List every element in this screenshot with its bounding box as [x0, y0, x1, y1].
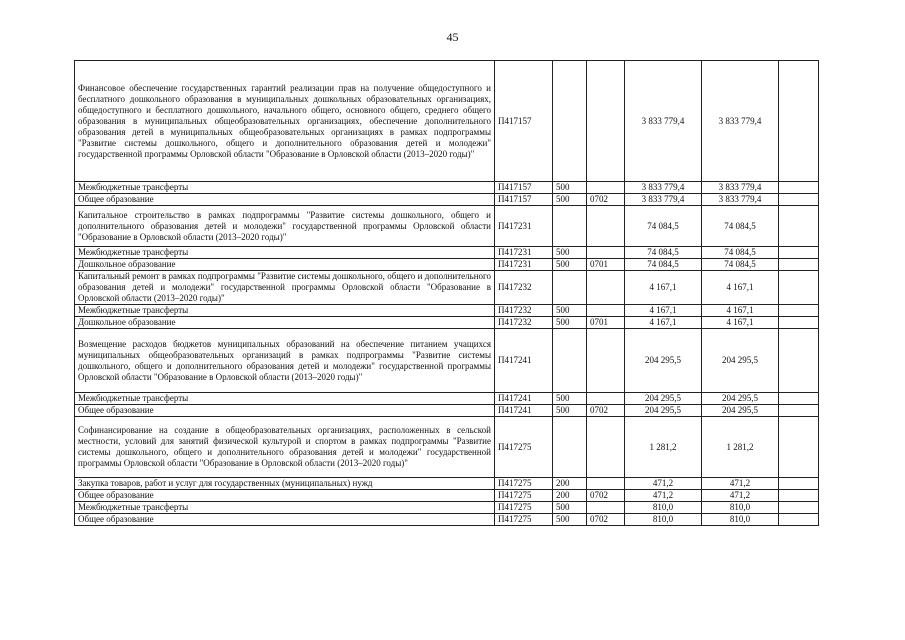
cell-expense-type	[553, 329, 587, 393]
cell-code: П417241	[495, 393, 553, 405]
cell-extra	[779, 305, 819, 317]
cell-expense-type: 500	[553, 247, 587, 259]
cell-code: П417275	[495, 417, 553, 478]
table-row	[75, 305, 819, 317]
cell-section: 0702	[587, 194, 625, 206]
cell-amount-2: 1 281,2	[702, 417, 779, 478]
cell-amount-2: 74 084,5	[702, 259, 779, 271]
cell-extra	[779, 417, 819, 478]
cell-name: Финансовое обеспечение государственных гарантий реализации прав на получение общедоступного и бесплатного дошкольного образования в муниципальных дошкольных образовательных организациях, общедоступного и бесплатного дошкольного, начального общего, основного общего, среднего общего образования в муниципальных общеобразовательных организациях, обеспечение дополнительного образования детей в муниципальных общеобразовательных организациях в рамках подпрограммы "Развитие системы дошкольного, общего и дополнительного образования детей и молодежи" государственной программы Орловской области "Образование в Орловской области (2013–2020 годы)"	[75, 61, 495, 182]
cell-expense-type: 500	[553, 305, 587, 317]
cell-amount-1: 204 295,5	[625, 393, 702, 405]
cell-extra	[779, 405, 819, 417]
cell-name: Межбюджетные трансферты	[75, 393, 495, 405]
page-number: 45	[446, 30, 459, 44]
cell-amount-2: 204 295,5	[702, 405, 779, 417]
cell-section: 0701	[587, 259, 625, 271]
table-row	[75, 329, 819, 393]
cell-expense-type	[553, 61, 587, 182]
cell-code: П417241	[495, 329, 553, 393]
cell-name: Межбюджетные трансферты	[75, 247, 495, 259]
cell-amount-1: 204 295,5	[625, 405, 702, 417]
cell-name: Дошкольное образование	[75, 317, 495, 329]
cell-section: 0702	[587, 514, 625, 526]
cell-extra	[779, 194, 819, 206]
cell-amount-1: 3 833 779,4	[625, 182, 702, 194]
cell-extra	[779, 393, 819, 405]
cell-amount-1: 3 833 779,4	[625, 61, 702, 182]
table-body	[75, 61, 819, 526]
cell-code: П417231	[495, 206, 553, 247]
cell-code: П417157	[495, 194, 553, 206]
cell-section	[587, 305, 625, 317]
cell-code: П417232	[495, 305, 553, 317]
table-row	[75, 405, 819, 417]
cell-extra	[779, 259, 819, 271]
budget-table	[74, 60, 819, 526]
cell-expense-type: 200	[553, 478, 587, 490]
cell-section	[587, 417, 625, 478]
cell-section	[587, 478, 625, 490]
cell-code: П417275	[495, 490, 553, 502]
cell-amount-1: 4 167,1	[625, 317, 702, 329]
cell-code: П417157	[495, 182, 553, 194]
cell-section: 0702	[587, 405, 625, 417]
cell-expense-type: 500	[553, 194, 587, 206]
cell-code: П417275	[495, 478, 553, 490]
cell-amount-1: 204 295,5	[625, 329, 702, 393]
cell-amount-1: 471,2	[625, 478, 702, 490]
table-row	[75, 247, 819, 259]
cell-expense-type: 500	[553, 259, 587, 271]
cell-expense-type: 500	[553, 182, 587, 194]
cell-amount-2: 471,2	[702, 478, 779, 490]
cell-amount-1: 74 084,5	[625, 259, 702, 271]
cell-extra	[779, 478, 819, 490]
cell-name: Межбюджетные трансферты	[75, 502, 495, 514]
cell-name: Общее образование	[75, 490, 495, 502]
cell-extra	[779, 247, 819, 259]
cell-amount-2: 4 167,1	[702, 317, 779, 329]
cell-name: Общее образование	[75, 194, 495, 206]
cell-expense-type: 500	[553, 317, 587, 329]
cell-section	[587, 61, 625, 182]
cell-amount-1: 810,0	[625, 502, 702, 514]
cell-extra	[779, 317, 819, 329]
cell-amount-2: 471,2	[702, 490, 779, 502]
table-row	[75, 259, 819, 271]
table-row	[75, 393, 819, 405]
cell-amount-2: 204 295,5	[702, 329, 779, 393]
table-row	[75, 490, 819, 502]
cell-section	[587, 182, 625, 194]
table-row	[75, 206, 819, 247]
table-row	[75, 317, 819, 329]
cell-extra	[779, 329, 819, 393]
cell-amount-1: 1 281,2	[625, 417, 702, 478]
cell-amount-1: 3 833 779,4	[625, 194, 702, 206]
cell-extra	[779, 206, 819, 247]
cell-extra	[779, 502, 819, 514]
cell-section	[587, 329, 625, 393]
table-row	[75, 478, 819, 490]
cell-code: П417232	[495, 271, 553, 305]
cell-code: П417275	[495, 502, 553, 514]
table-row	[75, 194, 819, 206]
cell-extra	[779, 514, 819, 526]
cell-section	[587, 271, 625, 305]
cell-amount-1: 810,0	[625, 514, 702, 526]
table-row	[75, 61, 819, 182]
cell-section	[587, 393, 625, 405]
cell-expense-type: 500	[553, 393, 587, 405]
cell-code: П417231	[495, 259, 553, 271]
cell-expense-type	[553, 417, 587, 478]
cell-amount-1: 4 167,1	[625, 271, 702, 305]
cell-section	[587, 206, 625, 247]
cell-code: П417157	[495, 61, 553, 182]
cell-extra	[779, 490, 819, 502]
cell-amount-2: 3 833 779,4	[702, 194, 779, 206]
cell-extra	[779, 182, 819, 194]
cell-amount-1: 471,2	[625, 490, 702, 502]
cell-section	[587, 247, 625, 259]
cell-name: Возмещение расходов бюджетов муниципальных образований на обеспечение питанием учащихся муниципальных общеобразовательных организаций в рамках подпрограммы "Развитие системы дошкольного, общего и дополнительного образования детей и молодежи" государственной программы Орловской области "Образование в Орловской области (2013–2020 годы)"	[75, 329, 495, 393]
cell-code: П417232	[495, 317, 553, 329]
cell-name: Капитальный ремонт в рамках подпрограммы "Развитие системы дошкольного, общего и дополнительного образования детей и молодежи" государственной программы Орловской области "Образование в Орловской области (2013–2020 годы)"	[75, 271, 495, 305]
cell-name: Капитальное строительство в рамках подпрограммы "Развитие системы дошкольного, общего и дополнительного образования детей и молодежи" государственной программы Орловской области "Образование в Орловской области (2013–2020 годы)"	[75, 206, 495, 247]
cell-amount-2: 3 833 779,4	[702, 182, 779, 194]
cell-expense-type: 500	[553, 514, 587, 526]
cell-expense-type	[553, 271, 587, 305]
cell-name: Закупка товаров, работ и услуг для государственных (муниципальных) нужд	[75, 478, 495, 490]
cell-amount-2: 810,0	[702, 514, 779, 526]
cell-name: Дошкольное образование	[75, 259, 495, 271]
cell-name: Общее образование	[75, 405, 495, 417]
cell-name: Межбюджетные трансферты	[75, 305, 495, 317]
cell-amount-2: 74 084,5	[702, 206, 779, 247]
cell-amount-2: 204 295,5	[702, 393, 779, 405]
cell-amount-1: 74 084,5	[625, 247, 702, 259]
table-row	[75, 502, 819, 514]
cell-amount-2: 4 167,1	[702, 271, 779, 305]
cell-section: 0701	[587, 317, 625, 329]
cell-extra	[779, 271, 819, 305]
cell-expense-type: 200	[553, 490, 587, 502]
cell-expense-type: 500	[553, 502, 587, 514]
cell-name: Общее образование	[75, 514, 495, 526]
cell-name: Межбюджетные трансферты	[75, 182, 495, 194]
cell-amount-1: 4 167,1	[625, 305, 702, 317]
cell-expense-type: 500	[553, 405, 587, 417]
table-row	[75, 271, 819, 305]
cell-amount-1: 74 084,5	[625, 206, 702, 247]
cell-amount-2: 810,0	[702, 502, 779, 514]
table-row	[75, 182, 819, 194]
cell-section	[587, 502, 625, 514]
cell-code: П417231	[495, 247, 553, 259]
cell-expense-type	[553, 206, 587, 247]
cell-code: П417275	[495, 514, 553, 526]
cell-section: 0702	[587, 490, 625, 502]
cell-extra	[779, 61, 819, 182]
cell-amount-2: 74 084,5	[702, 247, 779, 259]
cell-amount-2: 3 833 779,4	[702, 61, 779, 182]
cell-amount-2: 4 167,1	[702, 305, 779, 317]
cell-name: Софинансирование на создание в общеобразовательных организациях, расположенных в сельской местности, условий для занятий физической культурой и спортом в рамках подпрограммы "Развитие системы дошкольного, общего и дополнительного образования детей и молодежи" государственной программы Орловской области "Образование в Орловской области (2013–2020 годы)"	[75, 417, 495, 478]
cell-code: П417241	[495, 405, 553, 417]
table-row	[75, 514, 819, 526]
table-row	[75, 417, 819, 478]
